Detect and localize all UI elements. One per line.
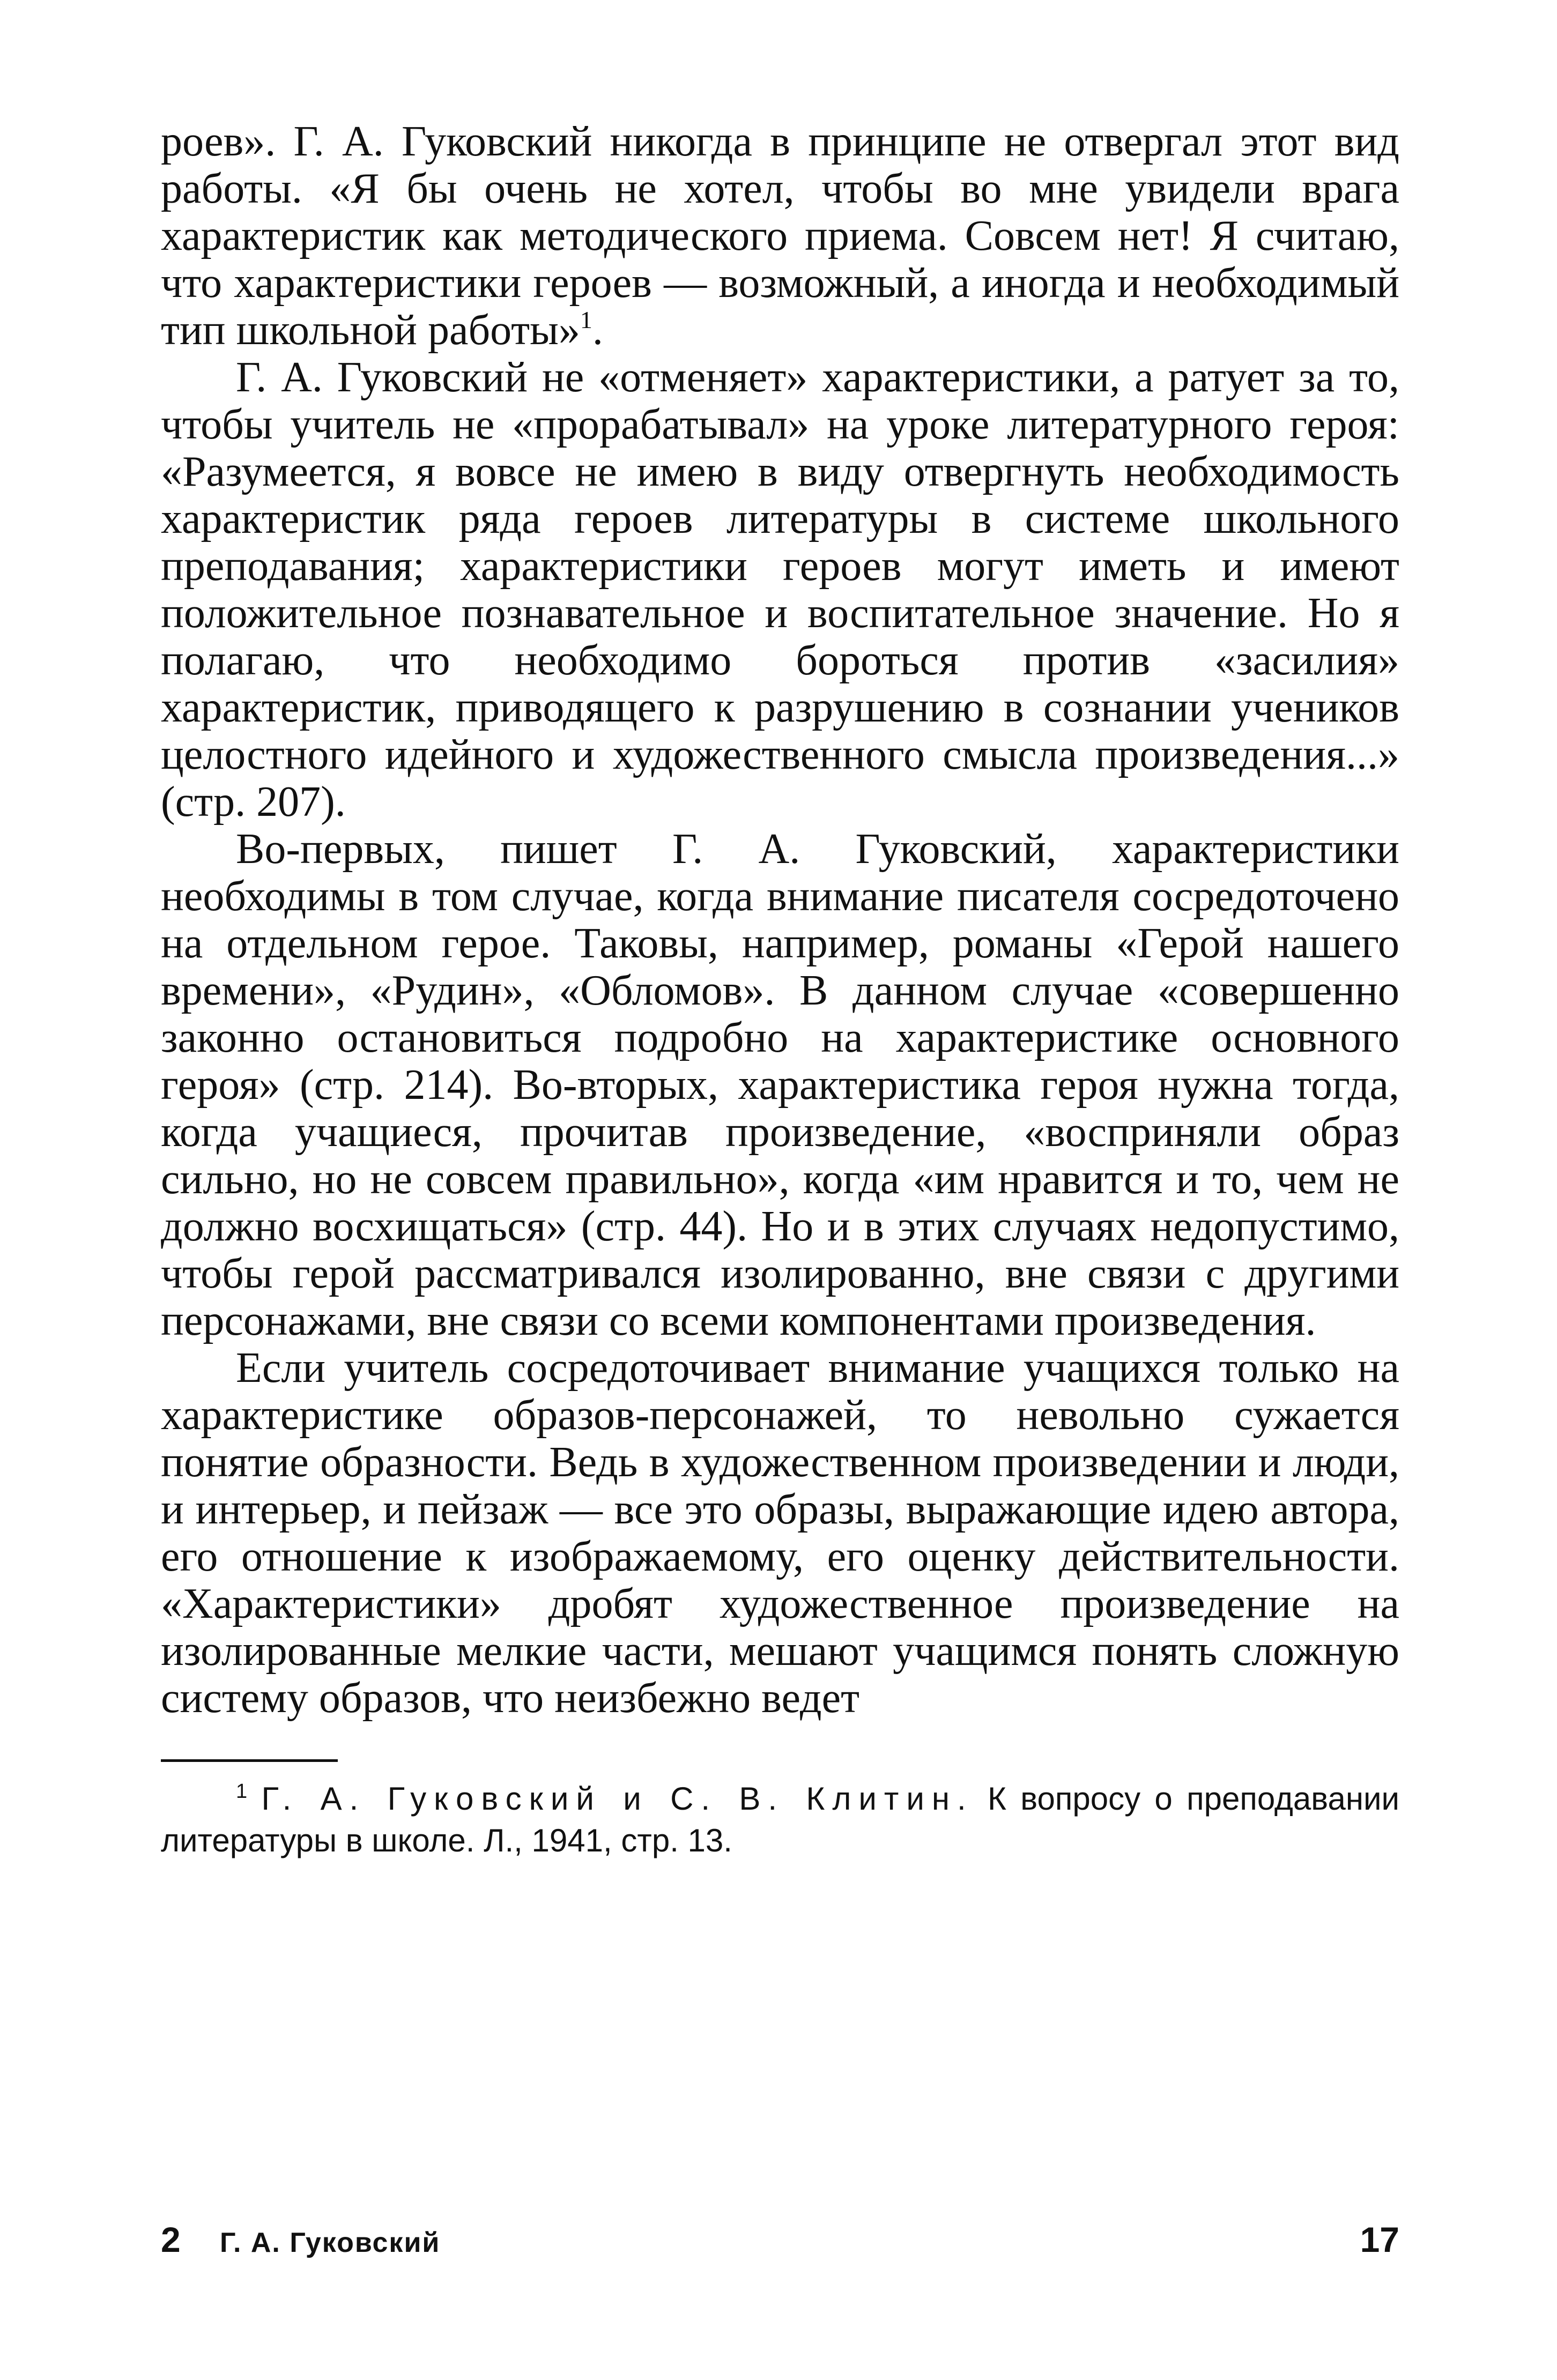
footnote-divider [161,1759,338,1762]
signature-author: Г. А. Гуковский [220,2227,441,2258]
signature-number: 2 [161,2220,181,2259]
footnote-reference[interactable]: 1 [580,306,592,333]
paragraph-1: роев». Г. А. Гуковский никогда в принципе не отвергал этот вид работы. «Я бы очень не хотел, чтобы во мне увидели врага характеристик как методического приема. Совсем нет! Я считаю, что характеристики героев — возможный, а иногда и необходимый тип школьной работы»$^1$. [161,118,1399,354]
paragraph-4: Если учитель сосредоточивает внимание учащихся только на характеристике образов-персонажей, то невольно сужается понятие образности. Ведь в художественном произведении и люди, и интерьер, и пейзаж — все это образы, выражающие идею автора, его отношение к изображаемому, его оценку действительности. «Характеристики» дробят художественное произведение на изолированные мелкие части, мешают учащимся понять сложную систему образов, что неизбежно ведет [161,1344,1399,1722]
footnote-authors: Г. А. Гуковский и С. В. Клитин. [261,1781,974,1817]
footnote [161,1778,1399,1862]
page-body [161,118,1399,1862]
paragraph-2: Г. А. Гуковский не «отменяет» характеристики, а ратует за то, чтобы учитель не «прорабатывал» на уроке литературного героя: «Разумеется, я вовсе не имею в виду отвергнуть необходимость характеристик ряда героев литературы в системе школьного преподавания; характеристики героев могут иметь и имеют положительное познавательное и воспитательное значение. Но я полагаю, что необходимо бороться против «засилия» характеристик, приводящего к разрушению в сознании учеников целостного идейного и художественного смысла произведения...» (стр. 207). [161,354,1399,825]
page-number: 17 [1360,2220,1399,2259]
footnote-text: К вопросу о преподавании литературы в школе. Л., 1941, стр. 13. [161,1781,1399,1858]
paragraph-3: Во-первых, пишет Г. А. Гуковский, характеристики необходимы в том случае, когда внимание писателя сосредоточено на отдельном герое. Таковы, например, романы «Герой нашего времени», «Рудин», «Обломов». В данном случае «совершенно законно остановиться подробно на характеристике основного героя» (стр. 214). Во-вторых, характеристика героя нужна тогда, когда учащиеся, прочитав произведение, «восприняли образ сильно, но не совсем правильно», когда «им нравится и то, чем не должно восхищаться» (стр. 44). Но и в этих случаях недопустимо, чтобы герой рассматривался изолированно, вне связи с другими персонажами, вне связи со всеми компонентами произведения. [161,825,1399,1344]
footnote-marker: 1 [236,1780,248,1803]
paragraph-1-text: роев». Г. А. Гуковский никогда в принципе не отвергал этот вид работы. «Я бы очень не хотел, чтобы во мне увидели врага характеристик как методического приема. Совсем нет! Я считаю, что характеристики героев — возможный, а иногда и необходимый тип школьной работы» [161,118,1399,354]
page-footer [161,2219,1399,2273]
